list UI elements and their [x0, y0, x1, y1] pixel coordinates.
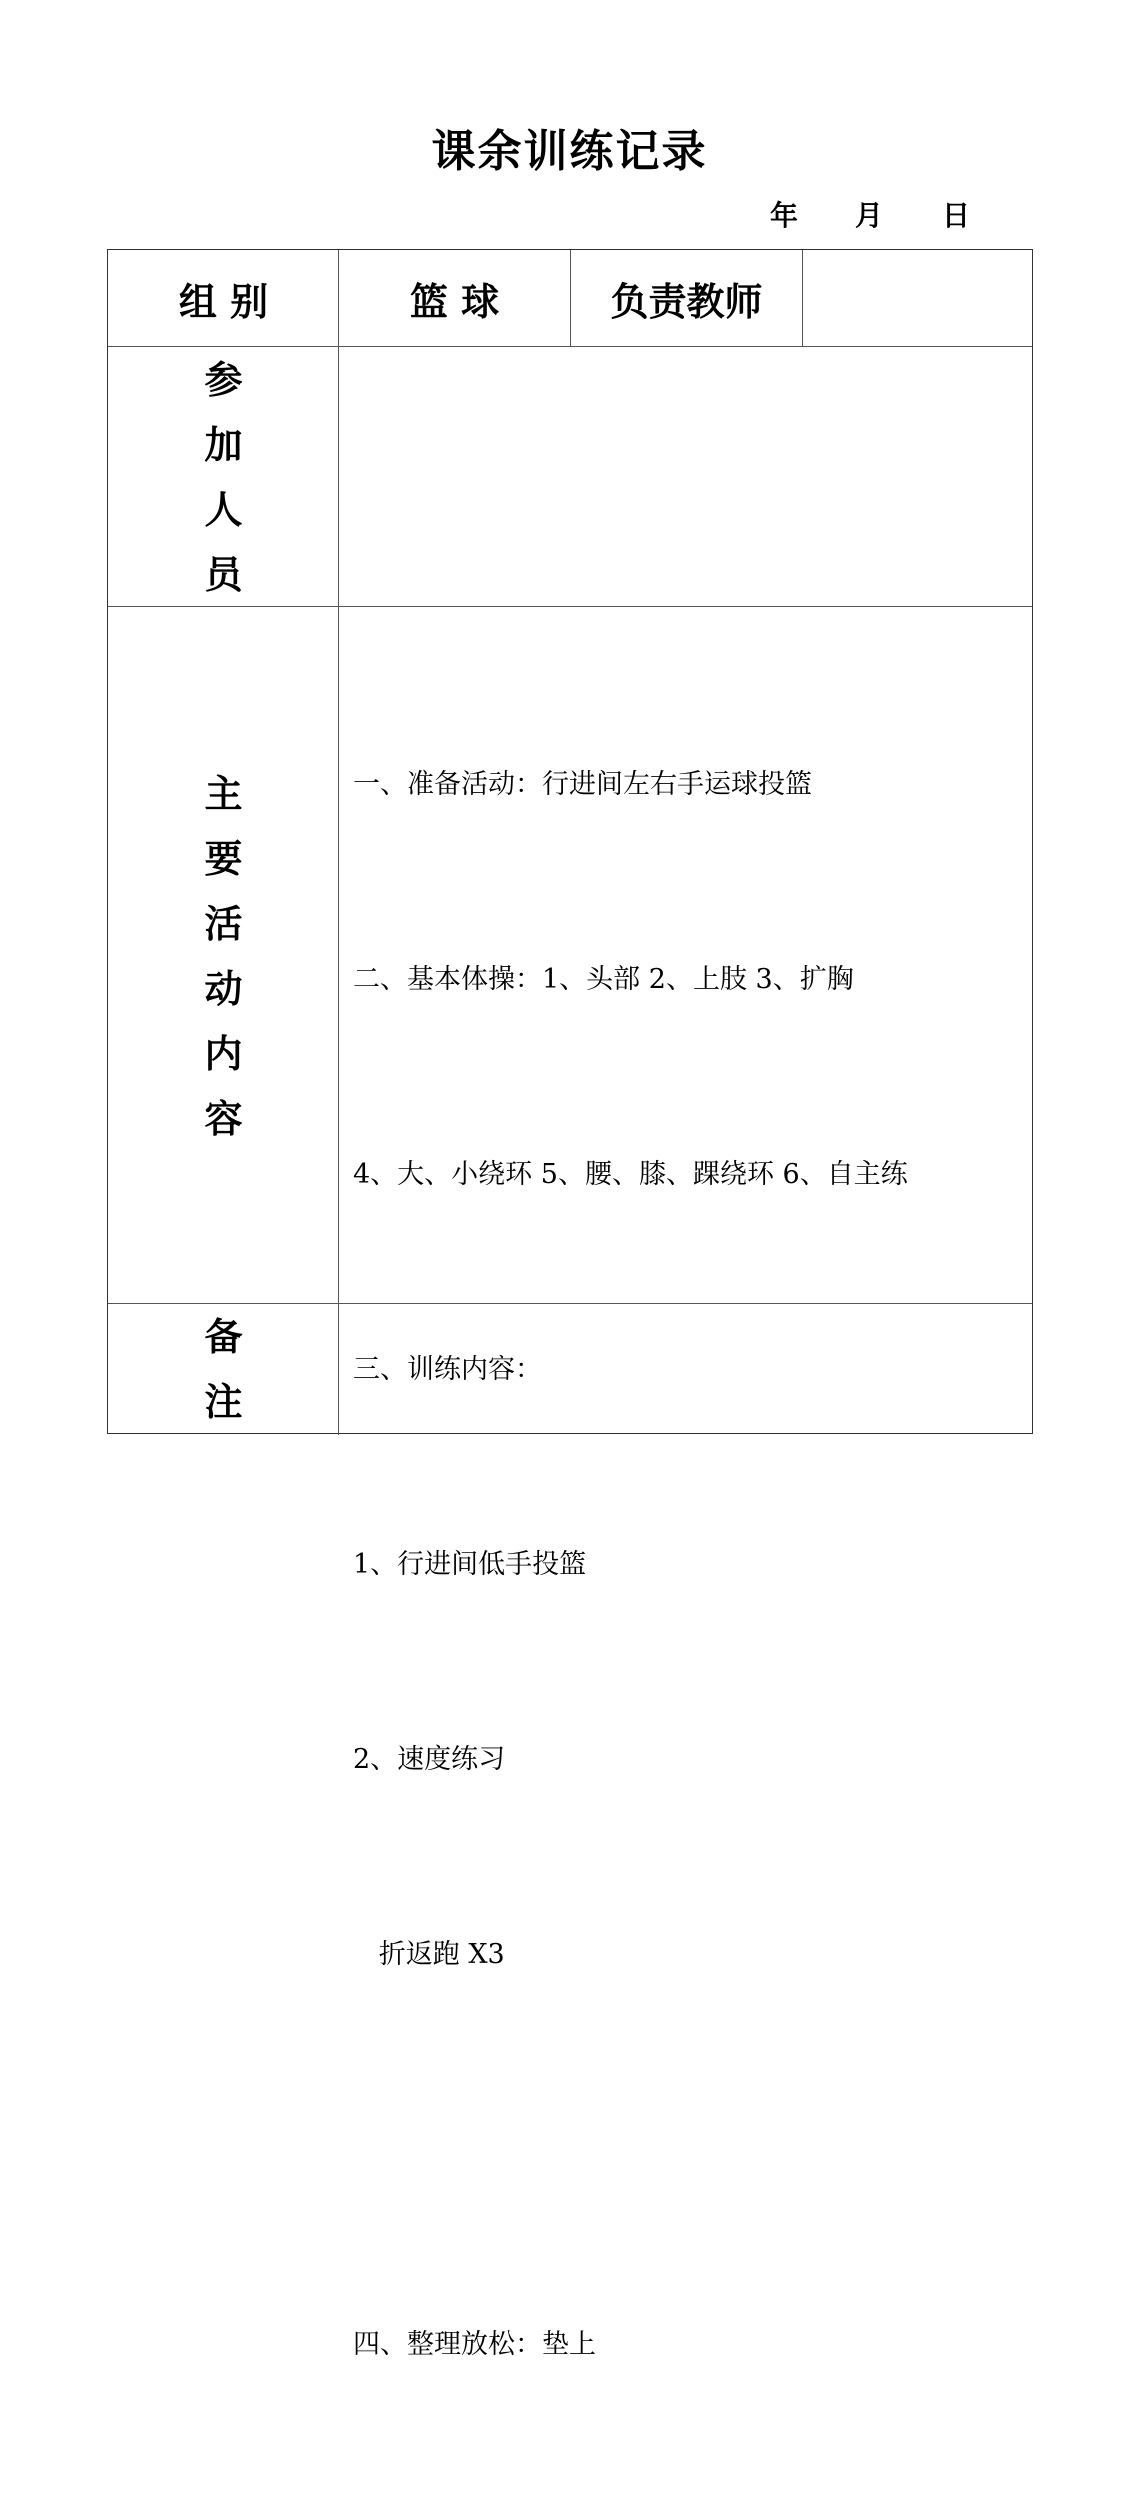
- activity-line: 四、整理放松：垫上: [353, 2329, 596, 2360]
- activity-line: 折返跑 X3: [353, 1939, 505, 1970]
- activity-line: [353, 2117, 908, 2182]
- participants-value-field[interactable]: [339, 347, 1034, 606]
- label-char: 内: [204, 1030, 243, 1076]
- training-record-table: [107, 249, 1033, 2360]
- group-label: 组 别: [178, 279, 269, 324]
- remarks-value-field[interactable]: [339, 1304, 1034, 1434]
- teacher-value-field[interactable]: [803, 250, 1034, 347]
- participants-label: [108, 347, 339, 607]
- label-char: 加: [204, 422, 243, 467]
- label-char: 参: [204, 357, 243, 402]
- teacher-label: 负责教师: [610, 279, 763, 324]
- label-char: 容: [204, 1095, 243, 1141]
- main-activities-label: [108, 607, 339, 1304]
- group-value: 篮 球: [409, 279, 500, 324]
- label-char: 注: [204, 1379, 243, 1424]
- date-month-label: 月: [855, 199, 884, 232]
- activity-line: 4、大、小绕环 5、腰、膝、踝绕环 6、自主练: [353, 1159, 908, 1190]
- remarks-label: [108, 1304, 339, 1434]
- label-char: 要: [204, 835, 243, 881]
- date-day-label: 日: [942, 199, 971, 232]
- activity-line: 二、基本体操：1、头部 2、上肢 3、扩胸: [353, 964, 854, 995]
- activity-line: 2、速度练习: [353, 1744, 506, 1775]
- label-char: 活: [204, 900, 243, 946]
- activity-line: 一、准备活动：行进间左右手运球投篮: [353, 769, 812, 800]
- activity-line: 三、训练内容：: [353, 1354, 542, 1385]
- label-char: 主: [204, 770, 243, 816]
- label-char: 动: [204, 965, 243, 1011]
- activity-line: 1、行进间低手投篮: [353, 1549, 587, 1580]
- date-year-label: 年: [770, 199, 799, 232]
- label-char: 人: [204, 487, 243, 532]
- main-activities-content: [353, 622, 908, 2507]
- label-char: 员: [204, 552, 243, 597]
- document-title: 课余训练记录: [431, 126, 708, 177]
- label-char: 备: [204, 1314, 243, 1359]
